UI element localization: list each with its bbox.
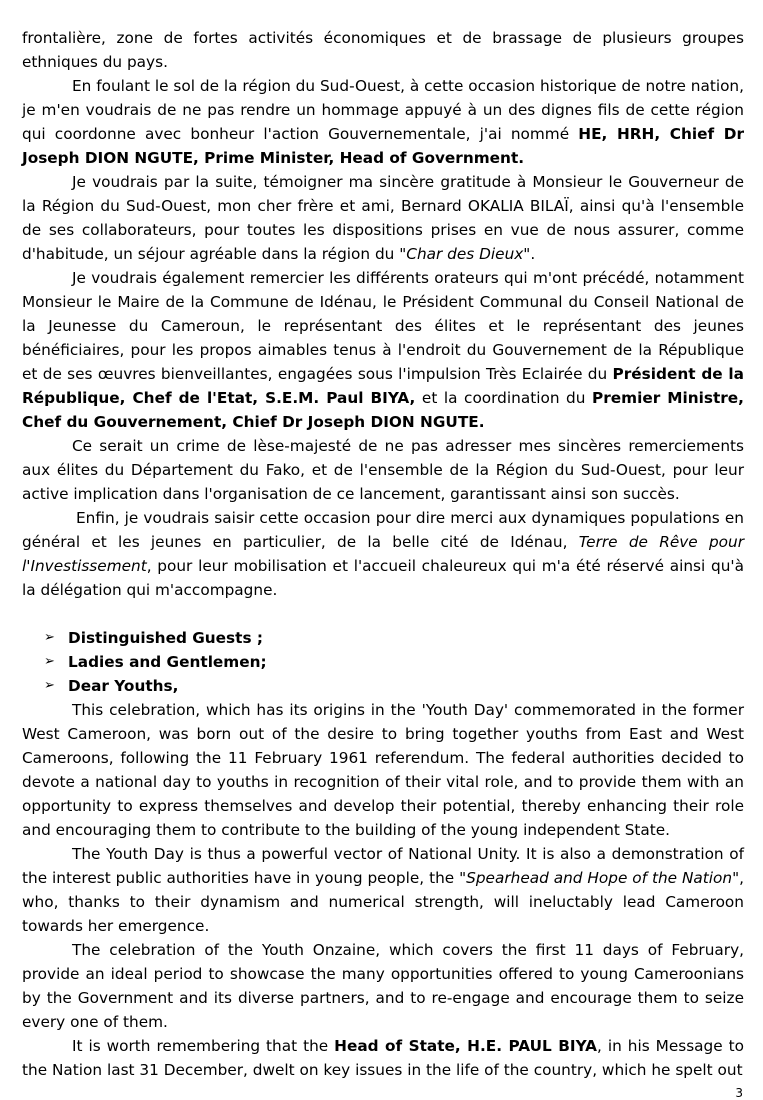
salutation-label: Distinguished Guests ; [68,629,264,647]
p4-text: Je voudrais également remercier les différents orateurs qui m'ont précédé, notamment Monsieur le Maire de la Commune de Idénau, le Président Communal du Conseil National de la Jeunesse du Cameroun, le représentant des élites et le représentant des jeunes bénéficiaires, pour les propos aimables tenus à l'endroit du Gouvernement de la République et de ses œuvres bienveillantes, engagées sous l'impulsion Très Eclairée du [22,269,744,383]
salutation-label: Ladies and Gentlemen; [68,653,267,671]
p2-bold-prime-minister: HE, HRH, Chief Dr Joseph DION NGUTE, Prime Minister, Head of Government. [22,125,744,167]
paragraph-10 [22,1034,744,1082]
p8-italic-spearhead: Spearhead and Hope of the Nation [466,869,733,887]
p3-text-end: . [530,245,536,263]
salutation-item [22,650,744,674]
p2-text: En foulant le sol de la région du Sud-Ouest, à cette occasion historique de notre nation, je m'en voudrais de ne pas rendre un hommage appuyé à un des dignes fils de cette région qui coordonne avec bonheur l'action Gouvernementale, j'ai nommé [22,77,744,143]
salutation-item [22,626,744,650]
p5-text: Ce serait un crime de lèse-majesté de ne pas adresser mes sincères remerciements aux élites du Département du Fako, et de l'ensemble de la Région du Sud-Ouest, pour leur active implication dans l'organisation de ce lancement, garantissant ainsi son succès. [22,437,744,503]
p6-text-end: , pour leur mobilisation et l'accueil chaleureux qui m'a été réservé ainsi qu'à la délégation qui m'accompagne. [22,557,744,599]
p4-text-mid: et la coordination du [415,389,593,407]
p4-bold-prime-minister: Premier Ministre, Chef du Gouvernement, Chief Dr Joseph DION NGUTE. [22,389,744,431]
p10-text-end: , in his Message to the Nation last 31 December, dwelt on key issues in the life of the country, which he spelt out [22,1037,744,1079]
p9-text: The celebration of the Youth Onzaine, which covers the first 11 days of February, provide an ideal period to showcase the many opportunities offered to young Cameroonians by the Government and its diverse partners, and to re-engage and encourage them to seize every one of them. [22,941,744,1031]
document-page [22,26,744,1082]
p4-bold-president: Président de la République, Chef de l'Etat, S.E.M. Paul BIYA, [22,365,744,407]
paragraph-7 [22,698,744,842]
p7-text: This celebration, which has its origins in the 'Youth Day' commemorated in the former West Cameroon, was born out of the desire to bring together youths from East and West Cameroons, following the 11 February 1961 referendum. The federal authorities decided to devote a national day to youths in recognition of their vital role, and to provide them with an opportunity to express themselves and develop their potential, thereby enhancing their role and encouraging them to contribute to the building of the young independent State. [22,701,744,839]
paragraph-6 [22,506,744,602]
blank-line [22,602,744,626]
p10-bold-head-of-state: Head of State, H.E. PAUL BIYA [334,1037,598,1055]
p8-text-end: ", who, thanks to their dynamism and numerical strength, will ineluctably lead Cameroon towards her emergence. [22,869,744,935]
arrow-bullet-icon: ➢ [44,678,55,693]
arrow-bullet-icon: ➢ [44,654,55,669]
salutation-list [22,626,744,698]
paragraph-2 [22,74,744,170]
paragraph-9 [22,938,744,1034]
p6-text: Enfin, je voudrais saisir cette occasion pour dire merci aux dynamiques populations en général et les jeunes en particulier, de la belle cité de Idénau, [22,509,744,551]
p3-italic-char-des-dieux: "Char des Dieux" [399,245,531,263]
salutation-item [22,674,744,698]
salutation-label: Dear Youths, [68,677,179,695]
paragraph-1 [22,26,744,74]
arrow-bullet-icon: ➢ [44,630,55,645]
paragraph-8 [22,842,744,938]
p1-text: frontalière, zone de fortes activités économiques et de brassage de plusieurs groupes ethniques du pays. [22,29,744,71]
paragraph-3 [22,170,744,266]
p3-text: Je voudrais par la suite, témoigner ma sincère gratitude à Monsieur le Gouverneur de la Région du Sud-Ouest, mon cher frère et ami, Bernard OKALIA BILAÏ, ainsi qu'à l'ensemble de ses collaborateurs, pour toutes les dispositions prises en vue de nous assurer, comme d'habitude, un séjour agréable dans la région du [22,173,744,263]
p6-italic-slogan: Terre de Rêve pour l'Investissement [22,533,744,575]
paragraph-5 [22,434,744,506]
paragraph-4 [22,266,744,434]
page-number: 3 [735,1086,743,1100]
p10-text: It is worth remembering that the [72,1037,335,1055]
p8-text: The Youth Day is thus a powerful vector of National Unity. It is also a demonstration of the interest public authorities have in young people, the " [22,845,744,887]
